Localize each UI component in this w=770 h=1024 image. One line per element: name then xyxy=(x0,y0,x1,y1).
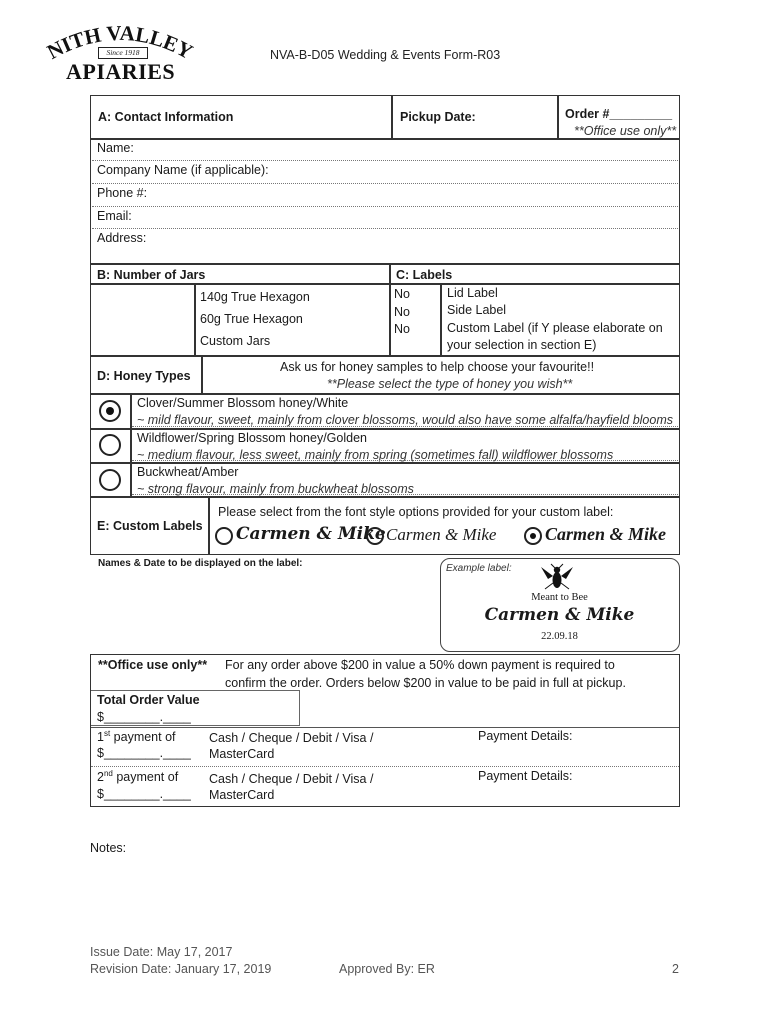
section-e-title: E: Custom Labels xyxy=(97,519,203,533)
payment-2-details: Payment Details: xyxy=(478,769,573,783)
font-option-1-sample: Carmen & Mike xyxy=(236,524,386,544)
email-field-label: Email: xyxy=(97,209,132,223)
example-label-line1: Meant to Bee xyxy=(531,592,588,603)
honey-clover-radio[interactable] xyxy=(99,400,121,422)
example-label-names: Carmen & Mike xyxy=(484,605,635,625)
payment-1-details: Payment Details: xyxy=(478,729,573,743)
section-c-title: C: Labels xyxy=(396,268,453,282)
lid-label-text: Lid Label xyxy=(447,286,498,300)
form-title: NVA-B-D05 Wedding & Events Form-R03 xyxy=(270,48,501,62)
side-label-text: Side Label xyxy=(447,303,507,317)
section-d-title: D: Honey Types xyxy=(97,369,191,383)
company-field-label: Company Name (if applicable): xyxy=(97,163,269,177)
payment-2-amount[interactable]: $________.____ xyxy=(97,787,191,801)
example-label-caption: Example label: xyxy=(446,563,512,574)
honey-clover-name: Clover/Summer Blossom honey/White xyxy=(137,396,349,410)
notes-label: Notes: xyxy=(90,841,127,855)
jar-custom: Custom Jars xyxy=(200,334,271,348)
honey-buckwheat-desc: ~ strong flavour, mainly from buckwheat blossoms xyxy=(137,482,414,496)
section-b-title: B: Number of Jars xyxy=(97,268,206,282)
payment-1-methods: Cash / Cheque / Debit / Visa / xyxy=(209,731,374,745)
footer-approved-by: Approved By: ER xyxy=(339,962,435,976)
font-option-3-radio[interactable] xyxy=(524,527,542,545)
phone-field-label: Phone #: xyxy=(97,186,148,200)
payment-1-amount[interactable]: $________.____ xyxy=(97,746,191,760)
company-logo xyxy=(40,24,200,84)
footer-revision-date: Revision Date: January 17, 2019 xyxy=(90,962,272,976)
jar-140g-hexagon: 140g True Hexagon xyxy=(200,290,310,304)
custom-label-text: Custom Label (if Y please elaborate on xyxy=(447,321,663,335)
logo-line1: NITH VALLEY xyxy=(43,24,197,64)
custom-label-value[interactable]: No xyxy=(394,322,410,336)
payment-2-methods: Cash / Cheque / Debit / Visa / xyxy=(209,772,374,786)
total-order-value[interactable]: $________.____ xyxy=(97,710,191,724)
bee-icon xyxy=(539,563,575,593)
font-style-prompt: Please select from the font style options provided for your custom label: xyxy=(218,505,614,519)
font-option-3-sample: Carmen & Mike xyxy=(545,524,667,544)
font-option-1-radio[interactable] xyxy=(215,527,233,545)
honey-buckwheat-radio[interactable] xyxy=(99,469,121,491)
payment-2-label: 2nd payment of xyxy=(97,769,179,785)
side-label-value[interactable]: No xyxy=(394,305,410,319)
footer-page-number: 2 xyxy=(672,962,679,976)
names-date-label: Names & Date to be displayed on the label: xyxy=(98,558,303,569)
honey-wildflower-desc: ~ medium flavour, less sweet, mainly from spring (sometimes fall) wildflower blossoms xyxy=(137,448,614,462)
honey-type-note: **Please select the type of honey you wish** xyxy=(327,377,573,391)
total-order-label: Total Order Value xyxy=(97,693,200,707)
custom-label-text-cont: your selection in section E) xyxy=(447,338,597,352)
logo-line2: APIARIES xyxy=(66,59,176,84)
name-field-label: Name: xyxy=(97,141,134,155)
office-use-note: **Office use only** xyxy=(574,124,677,138)
honey-samples-prompt: Ask us for honey samples to help choose your favourite!! xyxy=(280,360,595,374)
office-use-title: **Office use only** xyxy=(98,658,208,672)
pickup-date-label: Pickup Date: xyxy=(400,110,476,124)
logo-since: Since 1918 xyxy=(98,47,148,59)
payment-note-line2: confirm the order. Orders below $200 in value to be paid in full at pickup. xyxy=(225,676,626,690)
honey-clover-desc: ~ mild flavour, sweet, mainly from clover blossoms, would also have some alfalfa/hayfield blooms xyxy=(137,413,673,427)
font-option-2-radio[interactable] xyxy=(366,527,384,545)
payment-note-line1: For any order above $200 in value a 50% down payment is required to xyxy=(225,658,615,672)
payment-1-label: 1st payment of xyxy=(97,729,176,745)
order-number-label: Order #_________ xyxy=(565,107,673,121)
payment-1-methods-cont: MasterCard xyxy=(209,747,275,761)
example-label-box xyxy=(440,558,680,652)
jar-60g-hexagon: 60g True Hexagon xyxy=(200,312,303,326)
section-a-title: A: Contact Information xyxy=(98,110,234,124)
honey-wildflower-name: Wildflower/Spring Blossom honey/Golden xyxy=(137,431,367,445)
font-option-2-sample: Carmen & Mike xyxy=(386,525,497,544)
example-label-date: 22.09.18 xyxy=(541,631,578,642)
address-field-label: Address: xyxy=(97,231,147,245)
honey-wildflower-radio[interactable] xyxy=(99,434,121,456)
payment-2-methods-cont: MasterCard xyxy=(209,788,275,802)
lid-label-value[interactable]: No xyxy=(394,287,410,301)
footer-issue-date: Issue Date: May 17, 2017 xyxy=(90,945,233,959)
honey-buckwheat-name: Buckwheat/Amber xyxy=(137,465,239,479)
